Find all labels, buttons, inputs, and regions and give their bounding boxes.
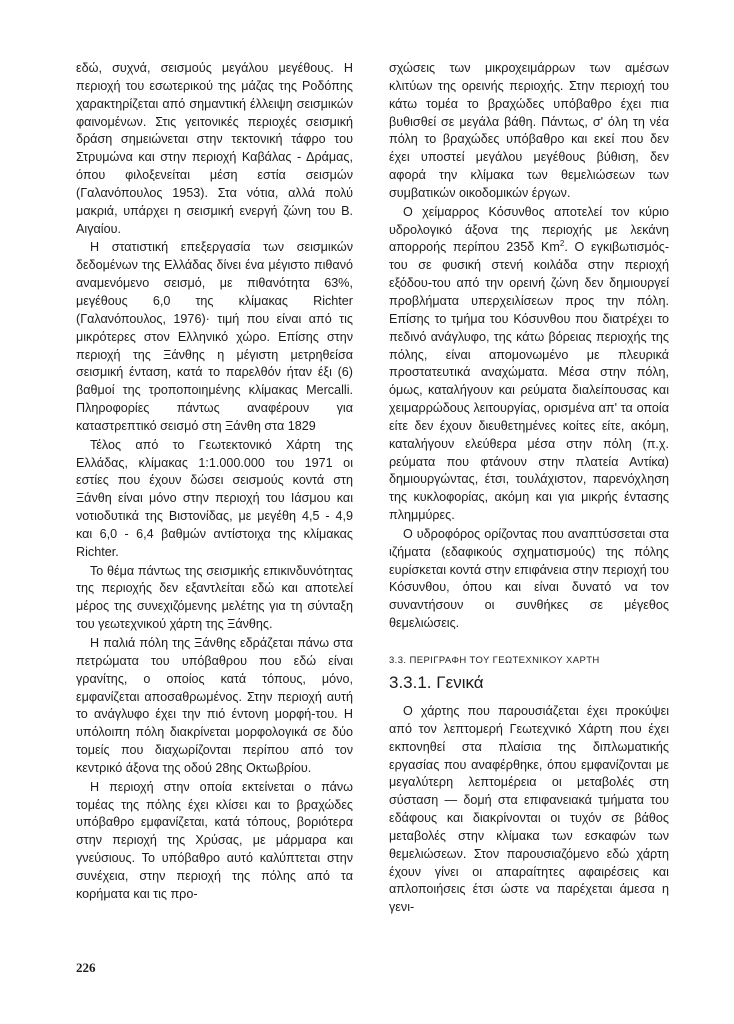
paragraph: σχώσεις των μικροχειμάρρων των αμέσων κλιτύων της ορεινής περιοχής. Στην περιοχή του κάτω τομέα το βραχώδες υπόβαθρο έχει πια βυθισθεί σε μεγάλα βάθη. Πάντως, σ' όλη τη νέα πόλη το βραχώδες υπόβαθρο και εκεί που δεν έχει υποστεί μεγάλου μεγέθους βύθιση, δεν αφορά την κλίμακα των θεμελιώσεων των συμβατικών οικοδομικών έργων. xyxy=(389,61,669,200)
paragraph: Ο υδροφόρος ορίζοντας που αναπτύσσεται στα ιζήματα (εδαφικούς σχηματισμούς) της πόλης ευρίσκεται κοντά στην επιφάνεια στην περιοχή του Κόσυνθου, όπου και είναι δυνατό να τον συναντήσουν οι συνθήκες σε μέγεθος θεμελιώσεις. xyxy=(389,526,669,631)
left-column xyxy=(76,60,353,905)
paragraph-text: . Ο εγκιβωτισμός-του σε φυσική στενή κοιλάδα στην περιοχή εξόδου-του από την ορεινή ζώνη δεν δημιουργεί προβλήματα υπερχειλίσεων προς την πόλη. Επίσης το τμήμα του Κόσυνθου που διατρέχει το πεδινό ανάγλυφο, της κάτω βόρειας περιοχής της πόλης, είναι απομονωμένο με πλευρικά προστατευτικά αναχώματα. Μέσα στην πόλη, όμως, καταλήγουν και ρεύματα διαλείπουσας και χειμαρρώδους λειτουργίας, ορισμένα απ' τα οποία είτε δεν έχουν διευθετημένες κοίτες είτε, ακόμη, καταλήγουν ελεύθερα μέσα στην πόλη (π.χ. ρεύματα που φτάνουν στην πλατεία Αντίκα) δημιουργώντας, έτσι, τουλάχιστον, παρενόχληση της κυκλοφορίας, ακόμη και για μικρής έντασης πλημμύρες. xyxy=(389,240,670,523)
paragraph-text: Ο χείμαρρος Κόσυνθος αποτελεί τον κύριο υδρολογικό άξονα της περιοχής με λεκάνη απορροής περίπου 235δ Km xyxy=(389,204,669,255)
paragraph: Το θέμα πάντως της σεισμικής επικινδυνότητας της περιοχής δεν εξαντλείται εδώ και αποτελεί μέρος της συνεχιζόμενης μελέτης για τη σύνταξη του γεωτεχνικού χάρτη της Ξάνθης. xyxy=(76,563,353,632)
paragraph: Η περιοχή στην οποία εκτείνεται ο πάνω τομέας της πόλης έχει κλίσει και το βραχώδες υπόβαθρο εμφανίζεται, κατά τόπους, βοριότερα στην περιοχή της Χρύσας, με μάρμαρα και γνεύσιους. Το υπόβαθρο αυτό καλύπτεται στην συνέχεια, στην περιοχή της πόλης από τα κορήματα και τις προ- xyxy=(76,779,353,901)
paragraph: Τέλος από το Γεωτεκτονικό Χάρτη της Ελλάδας, κλίμακας 1:1.000.000 του 1971 οι εστίες που έχουν δώσει σεισμούς κοντά στη Ξάνθη είναι μόνο στην περιοχή του Ιάσμου και νοτιοδυτικά της Βιστονίδας, με μεγέθη 4,5 - 4,9 και 6,0 - 6,4 βαθμών αντίστοιχα της κλίμακας Richter. xyxy=(76,437,353,559)
page-number: 226 xyxy=(76,960,96,975)
paragraph: Η στατιστική επεξεργασία των σεισμικών δεδομένων της Ελλάδας δίνει ένα μέγιστο πιθανό αναμενόμενο σεισμό, με πιθανότητα 63%, μεγέθους 6,0 της κλίμακας Richter (Γαλανόπουλος, 1976)· τιμή που είναι από τις μικρότερες στον Ελληνικό χώρο. Επίσης στην περιοχή της Ξάνθης η μέγιστη μετρηθείσα σεισμική ένταση, κατά το παρελθόν ήταν έξι (6) βαθμοί της τροποποιημένης κλίμακας Mercalli. Πληροφορίες πάντως αναφέρουν για καταστρεπτικό σεισμό στη Ξάνθη στα 1829 xyxy=(76,240,353,433)
paragraph xyxy=(389,204,669,525)
section-header: 3.3. ΠΕΡΙΓΡΑΦΗ ΤΟΥ ΓΕΩΤΕΧΝΙΚΟΥ ΧΑΡΤΗ xyxy=(389,655,600,666)
subsection-title: 3.3.1. Γενικά xyxy=(389,673,484,692)
superscript: 2 xyxy=(559,239,565,249)
paragraph: εδώ, συχνά, σεισμούς μεγάλου μεγέθους. Η περιοχή του εσωτερικού της μάζας της Ροδόπης χαρακτηρίζεται από σημαντική έλλειψη σεισμικών φαινομένων. Στις γειτονικές περιοχές σεισμική δράση σημειώνεται στην τεκτονική τάφρο του Στρυμώνα και στην περιοχή Καβάλας - Δράμας, όπου φιλοξενείται μέση εστία σεισμών (Γαλανόπουλος 1953). Στα νότια, αλλά πολύ μακριά, υπάρχει η σεισμική ενεργή ζώνη του Β. Αιγαίου. xyxy=(76,61,353,236)
right-column xyxy=(389,60,669,918)
paragraph: Η παλιά πόλη της Ξάνθης εδράζεται πάνω στα πετρώματα του υπόβαθρου που εδώ είναι γρανίτης, ο οποίος κατά τόπους, μόνο, εμφανίζεται αποσαθρωμένος. Στην περιοχή αυτή το ανάγλυφο έχει την πιό έντονη μορφή-του. Η υπόλοιπη πόλη διακρίνεται μορφολογικά σε δύο τομείς που διαχωρίζονται περίπου από τον κεντρικό άξονα της οδού 28ης Οκτωβρίου. xyxy=(76,636,353,775)
paragraph: Ο χάρτης που παρουσιάζεται έχει προκύψει από τον λεπτομερή Γεωτεχνικό Χάρτη που έχει εκπονηθεί στα πλαίσια της διπλωματικής εργασίας που αναφέρθηκε, όπου εμφανίζονται με μεγαλύτερη λεπτομέρεια οι μεταβολές στη σύσταση — δομή στα επιφανειακά τμήματα του εδάφους και διακρίνονται οι τυχόν σε βάθος μεταβολές στην κλίμακα των εσκαφών των θεμελιώσεων. Στον παρουσιαζόμενο εδώ χάρτη έχουν γίνει οι απαραίτητες αφαιρέσεις και απλοποιήσεις έτσι ώστε να παρέχεται άμεσα η γενι- xyxy=(389,704,669,915)
